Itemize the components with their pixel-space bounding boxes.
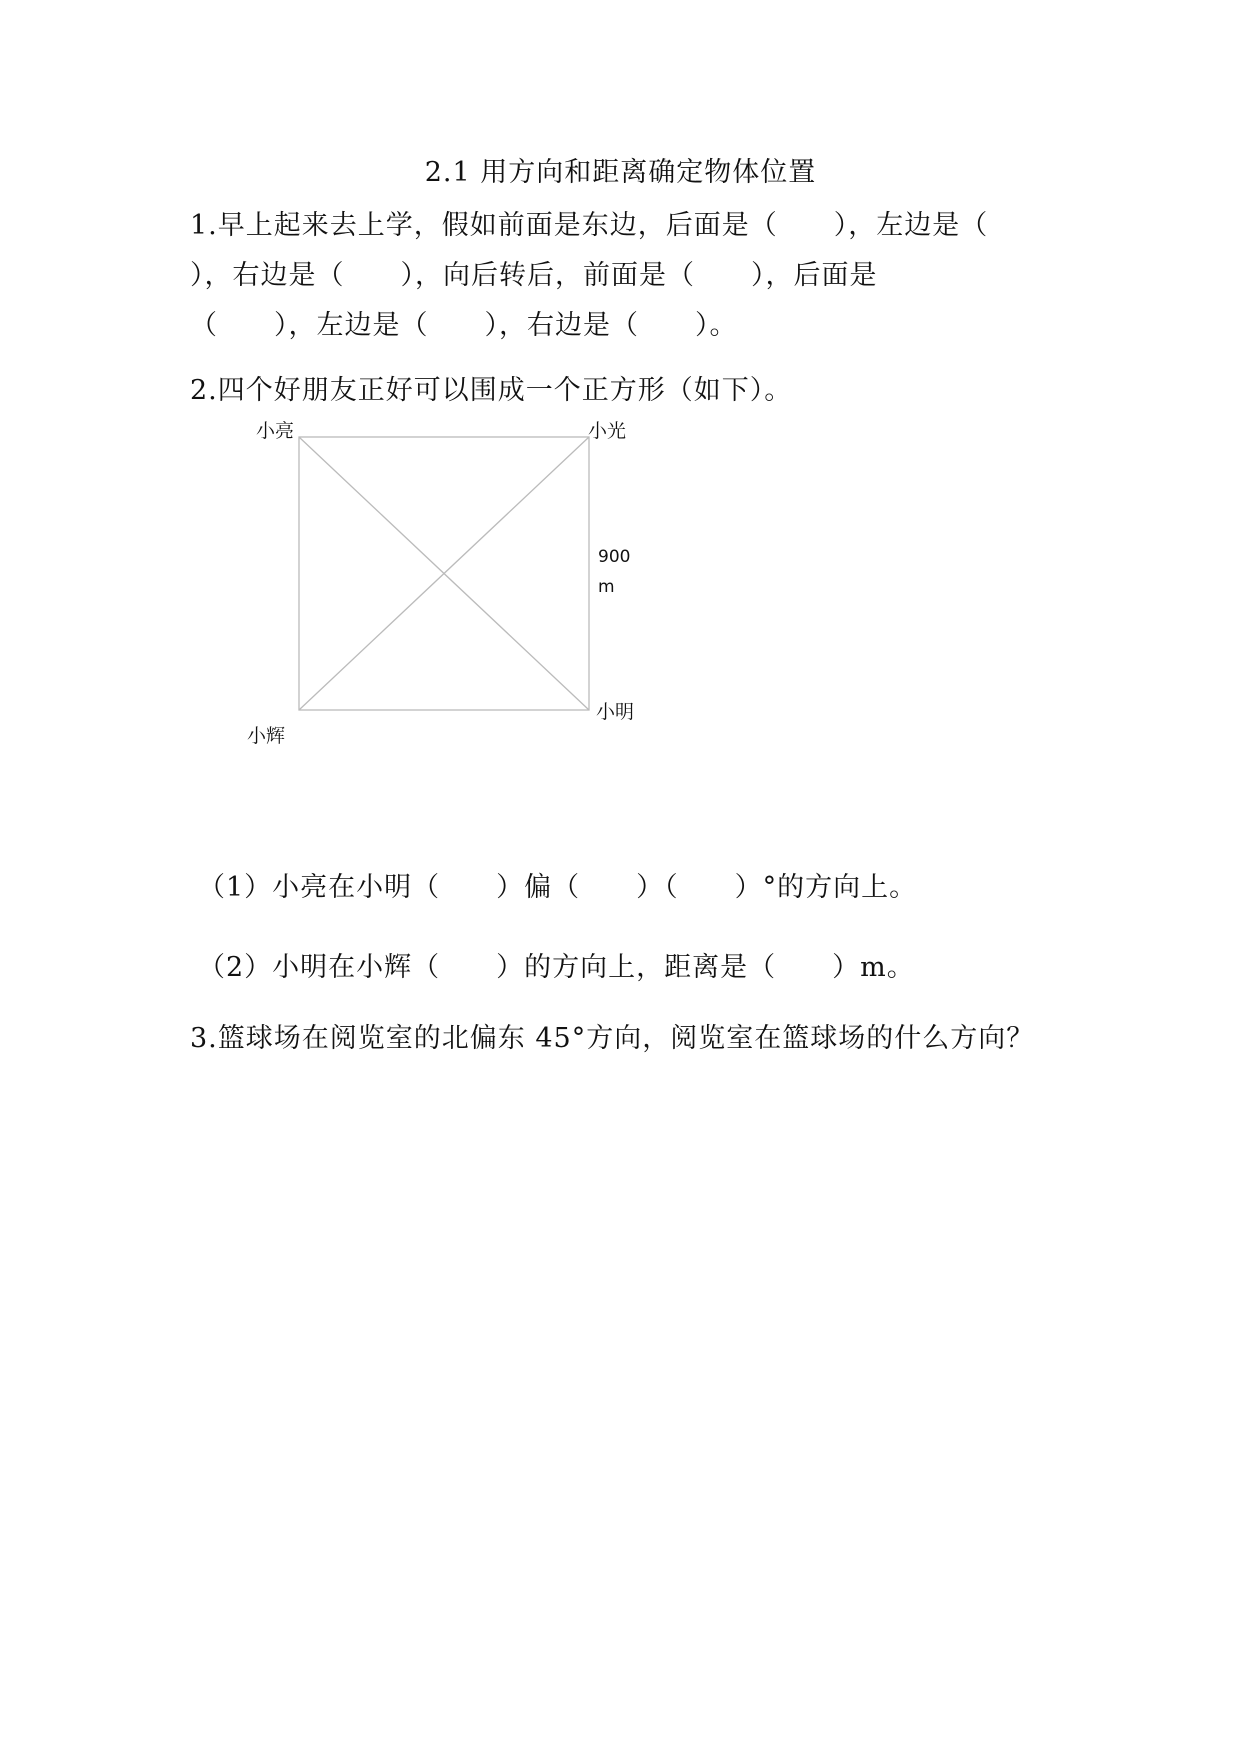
question-2-part-2: （2）小明在小辉（ ）的方向上，距离是（ ）m。 — [198, 952, 915, 983]
page-title: 2.1 用方向和距离确定物体位置 — [424, 157, 817, 188]
question-2-intro: 2.四个好朋友正好可以围成一个正方形（如下）。 — [190, 375, 793, 406]
label-xiaoming: 小明 — [596, 701, 635, 723]
label-xiaoguang: 小光 — [588, 420, 627, 442]
label-xiaoliang: 小亮 — [256, 420, 295, 442]
question-3: 3.篮球场在阅览室的北偏东 45°方向，阅览室在篮球场的什么方向？ — [190, 1023, 1035, 1054]
question-1-line-2: ），右边是（ ），向后转后，前面是（ ），后面是 — [190, 260, 878, 291]
side-length-unit: m — [598, 577, 615, 597]
square-diagram — [0, 0, 1241, 760]
label-xiaohui: 小辉 — [247, 725, 286, 747]
question-1-line-3: （ ），左边是（ ），右边是（ ）。 — [190, 310, 738, 341]
question-1-line-1: 1.早上起来去上学，假如前面是东边，后面是（ ），左边是（ — [190, 210, 989, 241]
side-length-value: 900 — [598, 547, 631, 567]
side-length-label — [598, 542, 630, 602]
question-2-part-1: （1）小亮在小明（ ）偏（ ）（ ）°的方向上。 — [198, 872, 918, 903]
